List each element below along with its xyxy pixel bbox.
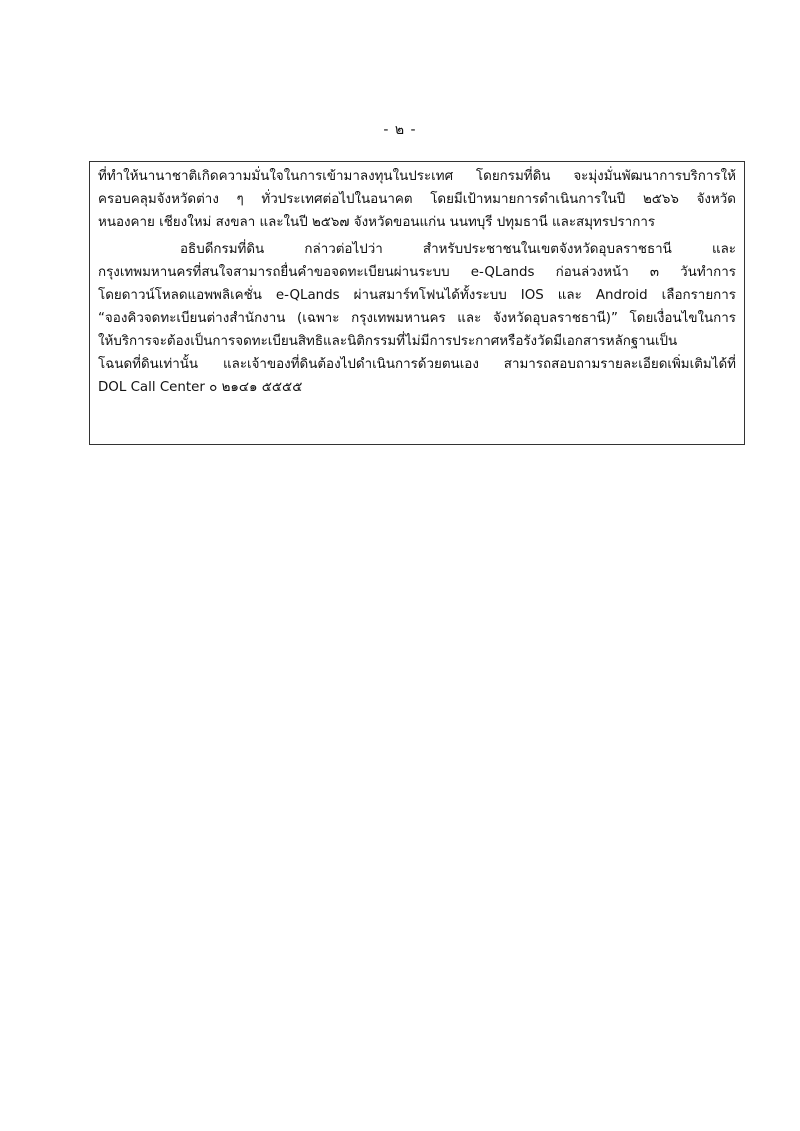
paragraph-line: DOL Call Center ๐ ๒๑๔๑ ๕๕๕๕ xyxy=(98,380,303,395)
press-release-text-box xyxy=(89,161,745,445)
paragraph-line: ให้บริการจะต้องเป็นการจดทะเบียนสิทธิและนิติกรรมที่ไม่มีการประกาศหรือรังวัดมีเอกสารหลักฐานเป็น xyxy=(98,334,678,349)
page-number: - ๒ - xyxy=(383,122,417,138)
paragraph-line: “จองคิวจดทะเบียนต่างสำนักงาน (เฉพาะ กรุงเทพมหานคร และ จังหวัดอุบลราชธานี)” โดยเงื่อนไขในการ xyxy=(98,311,736,326)
paragraph-line: อธิบดีกรมที่ดิน กล่าวต่อไปว่า สำหรับประชาชนในเขตจังหวัดอุบลราชธานี และ xyxy=(180,242,736,257)
paragraph-line: ที่ทำให้นานาชาติเกิดความมั่นใจในการเข้ามาลงทุนในประเทศ โดยกรมที่ดิน จะมุ่งมั่นพัฒนาการบริการให้ xyxy=(98,169,736,184)
paragraph-line: หนองคาย เชียงใหม่ สงขลา และในปี ๒๕๖๗ จังหวัดขอนแก่น นนทบุรี ปทุมธานี และสมุทรปราการ xyxy=(98,215,656,230)
paragraph-line: โฉนดที่ดินเท่านั้น และเจ้าของที่ดินต้องไปดำเนินการด้วยตนเอง สามารถสอบถามรายละเอียดเพิ่มเติมได้ที่ xyxy=(98,357,736,372)
paragraph-line: กรุงเทพมหานครที่สนใจสามารถยื่นคำขอจดทะเบียนผ่านระบบ e-QLands ก่อนล่วงหน้า ๓ วันทำการ xyxy=(98,265,736,280)
paragraph-line: โดยดาวน์โหลดแอพพลิเคชั่น e-QLands ผ่านสมาร์ทโฟนได้ทั้งระบบ IOS และ Android เลือกรายการ xyxy=(98,288,736,303)
paragraph-line: ครอบคลุมจังหวัดต่าง ๆ ทั่วประเทศต่อไปในอนาคต โดยมีเป้าหมายการดำเนินการในปี ๒๕๖๖ จังหวัด xyxy=(98,192,736,207)
